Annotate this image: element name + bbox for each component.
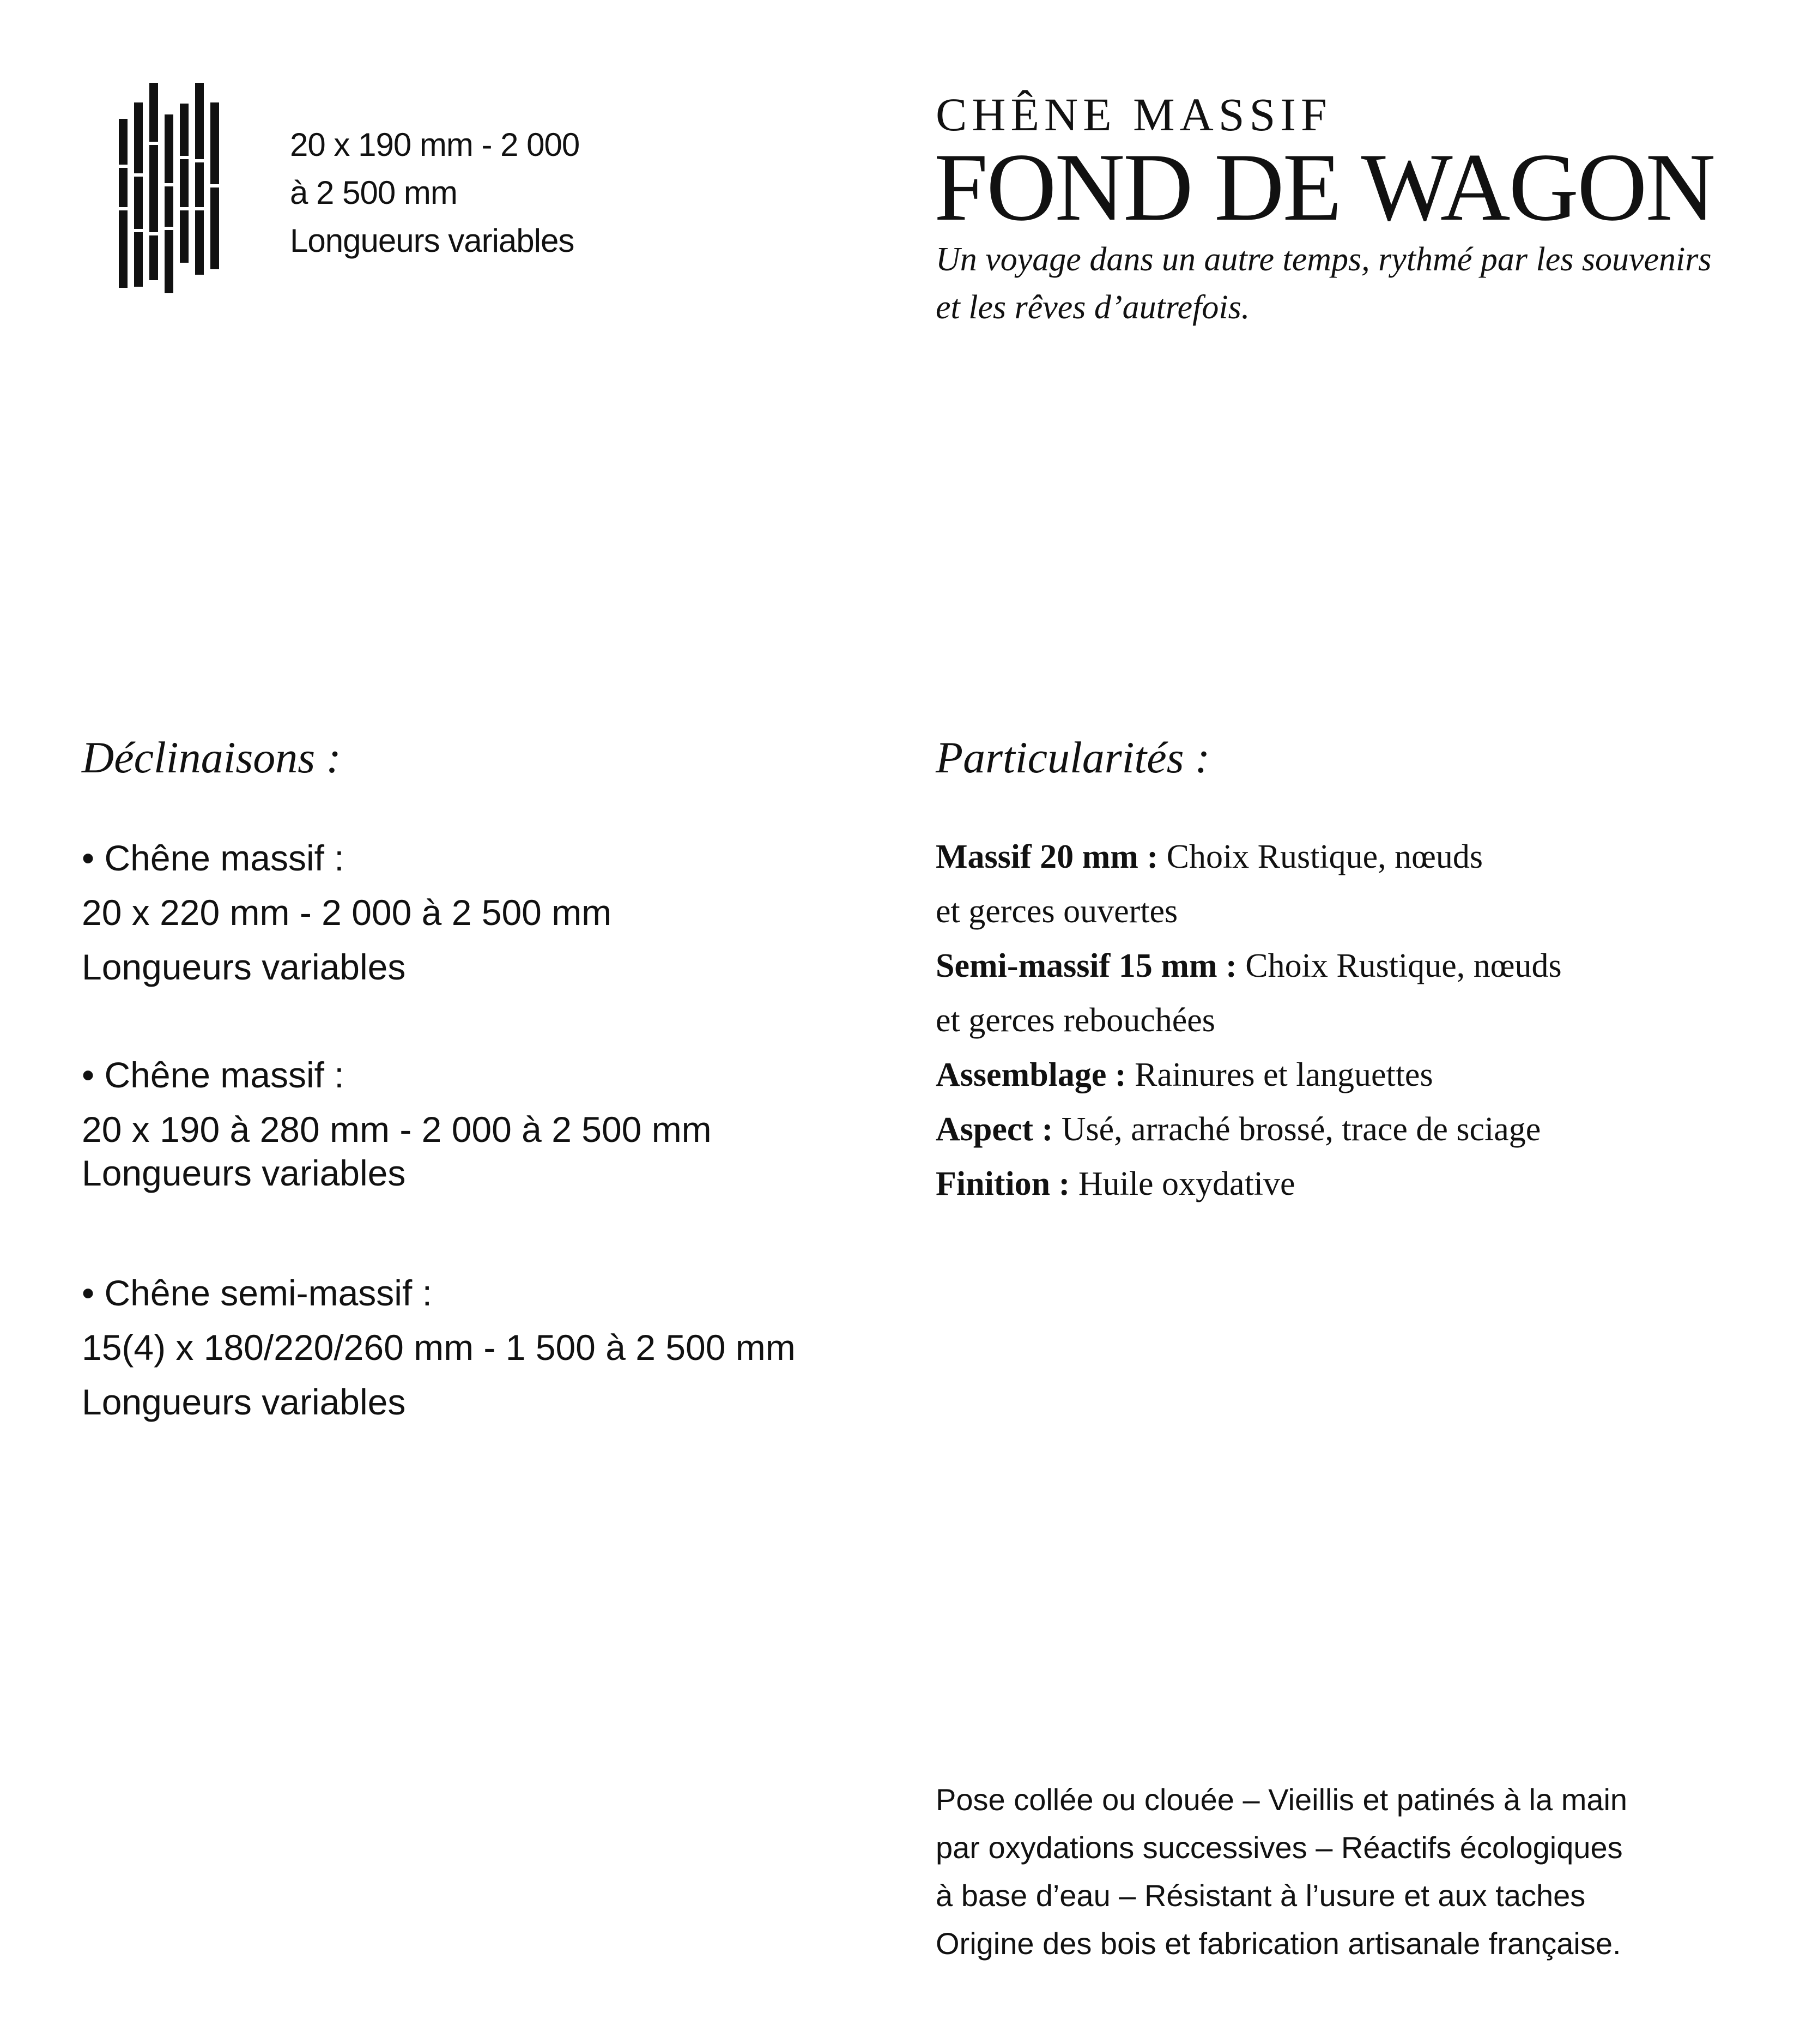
tagline-line1: Un voyage dans un autre temps, rythmé par les souvenirs [936,241,1712,278]
spec-label: Aspect : [936,1111,1053,1148]
spec-label: Assemblage : [936,1056,1126,1093]
variant-lengths: Longueurs variables [82,1153,406,1193]
spec-text: et gerces ouvertes [936,893,1178,930]
spec-text: Huile oxydative [1070,1165,1295,1202]
spec-line [936,884,1562,939]
footer-line2: par oxydations successives – Réactifs écologiques [936,1830,1623,1865]
variant-dimensions: 20 x 220 mm - 2 000 à 2 500 mm [82,892,612,933]
spec-line [936,939,1562,993]
footer-line3: à base d’eau – Résistant à l’usure et aux taches [936,1878,1586,1913]
spec-text: Rainures et languettes [1126,1056,1433,1093]
variant-lengths: Longueurs variables [82,947,406,987]
variant-title: • Chêne massif : [82,1055,344,1095]
spec-text: Usé, arraché brossé, trace de sciage [1053,1111,1541,1148]
spec-text: et gerces rebouchées [936,1002,1215,1039]
variant-item [82,1048,712,1200]
top-dimensions [290,121,579,265]
top-dimensions-line1: 20 x 190 mm - 2 000 [290,126,580,163]
variant-dimensions: 15(4) x 180/220/260 mm - 1 500 à 2 500 mm [82,1327,796,1368]
spec-line [936,993,1562,1048]
spec-label: Semi-massif 15 mm : [936,947,1237,984]
spec-text: Choix Rustique, nœuds [1158,838,1483,875]
variant-title: • Chêne semi-massif : [82,1273,432,1313]
spec-label: Finition : [936,1165,1070,1202]
specs-list [936,830,1562,1211]
top-dimensions-line2: à 2 500 mm [290,174,457,211]
top-dimensions-lengths: Longueurs variables [290,222,574,259]
variant-item [82,831,611,994]
product-title: FOND DE WAGON [934,133,1714,241]
spec-line [936,1048,1562,1102]
spec-label: Massif 20 mm : [936,838,1159,875]
variant-dimensions: 20 x 190 à 280 mm - 2 000 à 2 500 mm [82,1109,712,1150]
product-tagline [936,235,1742,331]
variant-title: • Chêne massif : [82,838,344,878]
spec-line [936,1157,1562,1211]
declinaisons-heading: Déclinaisons : [82,733,341,782]
particularites-heading: Particularités : [936,733,1210,782]
plank-pattern-icon [119,83,220,293]
spec-line [936,830,1562,884]
variant-item [82,1266,796,1429]
variant-lengths: Longueurs variables [82,1382,406,1422]
spec-text: Choix Rustique, nœuds [1237,947,1562,984]
footer-notes [936,1776,1627,1968]
footer-line1: Pose collée ou clouée – Vieillis et patinés à la main [936,1782,1628,1817]
footer-line4: Origine des bois et fabrication artisanale française. [936,1926,1621,1961]
tagline-line2: et les rêves d’autrefois. [936,289,1250,326]
spec-line [936,1102,1562,1157]
product-subtitle: CHÊNE MASSIF [936,88,1332,141]
